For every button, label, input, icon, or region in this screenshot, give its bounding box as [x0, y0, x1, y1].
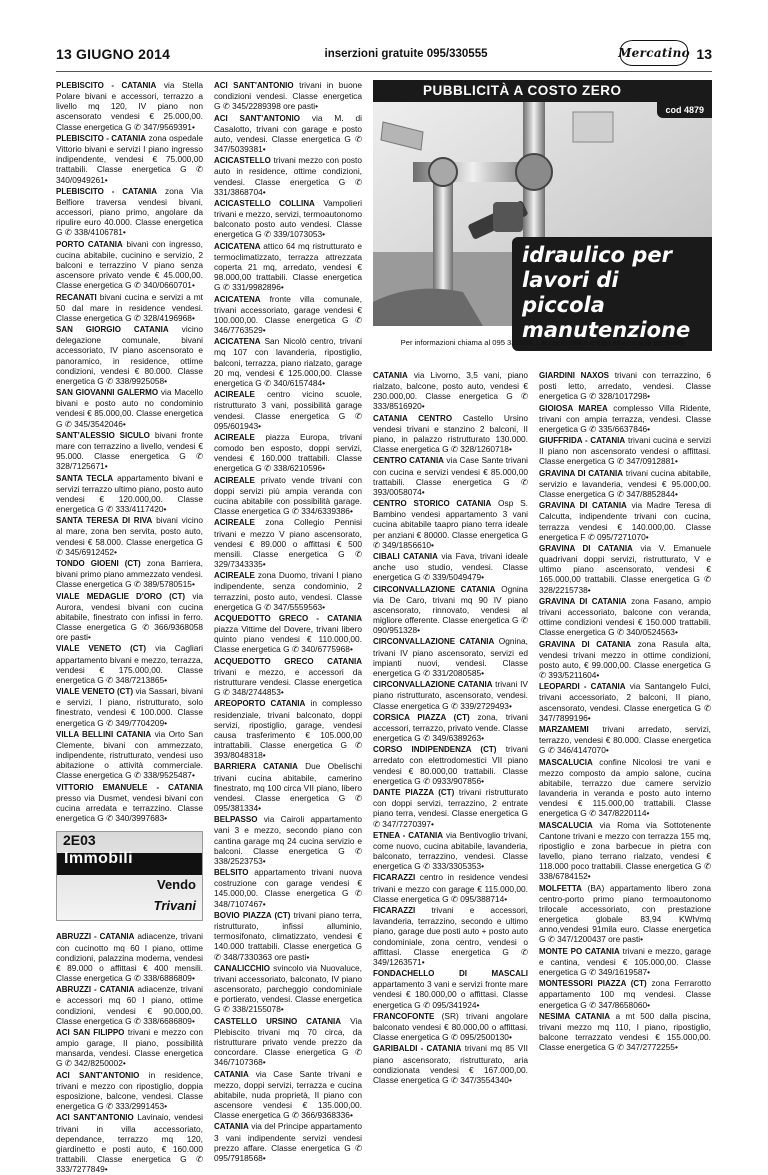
ad-text: Via Plebiscito trivani mq 70 circa, da ristrutturare privato vende prezzo da concordare. Classe energetica G ✆ 346/7107368• — [214, 1015, 362, 1068]
classified-ad — [214, 517, 362, 569]
ad-location: ACIREALE — [214, 432, 255, 442]
ad-location: CATANIA — [214, 1122, 249, 1132]
ad-location: ACICATENA — [214, 241, 261, 251]
classified-ad — [56, 133, 203, 185]
classified-ad — [539, 403, 711, 434]
ad-location: VIALE VENETO (CT) — [56, 644, 147, 654]
classified-ad — [56, 984, 203, 1026]
ad-text: Vampolieri trivani e mezzo, servizi, termoautonomo balconato posto auto vendesi. Classe energetica G ✆ 339/1073053• — [214, 198, 362, 240]
ad-text: via Fava, trivani ideale anche uso studio, vendesi. Classe energetica G ✆ 339/5049479• — [373, 551, 528, 583]
classified-ad — [539, 757, 711, 819]
classified-ad — [214, 1121, 362, 1163]
ad-location: GIUFFRIDA - CATANIA — [539, 436, 626, 446]
ad-text: complesso Villa Ridente, trivani con ampia terrazza, vendesi. Classe energetica G ✆ 335/6637846• — [539, 402, 711, 434]
classified-ad — [373, 1011, 528, 1042]
ad-location: CORSICA PIAZZA (CT) — [373, 712, 470, 722]
ad-location: VILLA BELLINI CATANIA — [56, 729, 152, 739]
ad-text: via Livorno, 3,5 vani, piano rialzato, balcone, posto auto, vendesi € 230.000,00. Classe energetica G ✆ 333/8516920• — [373, 370, 528, 412]
classified-ad — [56, 1112, 203, 1174]
classified-ad — [214, 613, 362, 655]
classified-ad — [214, 80, 362, 111]
ad-text: trivani arredato con elettrodomestici VII piano vendesi € 80.000,00 trattabili. Classe energetica G ✆ 0933/907856• — [373, 744, 528, 786]
ad-text: (BA) appartamento libero zona centro-porto primo piano termoautonomo trilocale accessoriato, con prestazione energetica globale 83,94 KWh/mq anno,vendesi 91mila euro. Classe energetica G ✆ 347/1200437 ore pasti• — [539, 882, 711, 945]
ad-text: via Case Sante trivani con cucina e servizi vendesi € 85.000,00 trattabili. Classe energetica G ✆ 393/0058074• — [373, 455, 528, 497]
classified-ad — [539, 1011, 711, 1053]
ad-location: GRAVINA DI CATANIA — [539, 639, 632, 649]
classified-ad — [373, 413, 528, 455]
classified-ad — [214, 656, 362, 698]
ad-location: SAN GIOVANNI GALERMO — [56, 388, 159, 398]
classified-ad — [373, 1043, 528, 1085]
classified-ad — [56, 80, 203, 132]
section-heading-immobili — [56, 831, 203, 921]
classified-ad — [373, 872, 528, 903]
ad-location: PLEBISCITO - CATANIA — [56, 81, 157, 90]
classified-ad — [214, 963, 362, 1015]
ad-location: MASCALUCIA — [539, 820, 593, 830]
section-code: 2E03 — [63, 832, 96, 849]
ad-location: SANTA TECLA — [56, 473, 114, 483]
ad-text: trivani e mezzo con ampio garage, II piano, possibilità mansarda, vendesi. Classe energetica G ✆ 342/8250002• — [56, 1026, 203, 1069]
ad-text: in complesso residenziale, trivani balconato, doppi servizi, ripostiglio, garage, vendesi causa trasferimento € 105.000,00 intrattabili. Classe energetica G ✆ 393/8048318• — [214, 698, 363, 761]
ad-location: ACI SANT'ANTONIO — [56, 1070, 140, 1080]
ad-location: CANALICCHIO — [214, 963, 270, 973]
page-title: inserzioni gratuite 095/330555 — [324, 48, 488, 60]
ad-location: CASTELLO URSINO CATANIA — [214, 1016, 341, 1026]
classified-ad — [214, 867, 362, 909]
ad-location: VIALE VENETO (CT) — [56, 687, 134, 697]
ad-text: via Cagliari appartamento bivani e mezzo, terrazza, vendesi € 175.000,00. Classe energetica G ✆ 348/7213865• — [56, 643, 203, 685]
ad-text: via Aurora, vendesi bivani con cucina abitabile, finestrato con infissi in ferro. Classe energetica G ✆ 366/9368058 ore pasti• — [56, 590, 203, 643]
ad-location: CATANIA — [214, 1069, 249, 1079]
classified-ad — [539, 370, 711, 401]
ad-location: CATANIA — [373, 371, 408, 380]
ad-text: via Madre Teresa di Calcutta, indipendente trivani con cucina, terrazza vendesi € 140.000,00. Classe energetica F ✆ 095/7271070• — [539, 500, 711, 542]
ad-location: ACI SAN FILIPPO — [56, 1027, 125, 1037]
ad-text: Ognina via De Caro, trivani mq 90 IV piano ascensorato, rinnovato, vendesi al migliore offerente. Classe energetica G ✆ 090/951328• — [373, 583, 528, 636]
ad-location: ACICASTELLO COLLINA — [214, 199, 315, 208]
classified-ad — [56, 430, 203, 472]
classified-ad — [373, 712, 528, 743]
classified-ad — [56, 1027, 203, 1069]
ad-location: ACICASTELLO — [214, 156, 271, 166]
classified-ad — [56, 686, 203, 728]
ad-text: (SR) trivani angolare balconato vendesi € 80.000,00 o affittasi. Classe energetica G ✆ 095/2500130• — [373, 1010, 528, 1043]
ad-location: CIBALI CATANIA — [373, 552, 438, 562]
classified-ad — [56, 591, 203, 643]
ad-text: zona Rasula alta, vendesi trivani mezzo in ottime condizioni, posto auto, € 99.000,00. Classe energetica G ✆ 393/5211604• — [539, 638, 711, 681]
ad-location: NESIMA CATANIA — [539, 1011, 610, 1021]
ad-text: trivani ristrutturato con doppi servizi, terrazzino, 2 entrate piano terra, vendesi. Classe energetica G ✆ 347/7270397• — [373, 787, 528, 829]
ad-location: AREOPORTO CATANIA — [214, 699, 306, 709]
classified-ad — [214, 294, 362, 336]
classified-ad — [214, 910, 362, 962]
ad-text: bivani cucina e servizi a mt 50 dal mare in residence vendesi. Classe energetica G ✆ 328/4196968• — [56, 291, 203, 323]
classified-ad — [56, 515, 203, 557]
ad-text: via Sassari, bivani e servizi, I piano, ristrutturato, solo finestrato, vendesi € 100.000. Classe energetica G ✆ 349/7704209• — [56, 686, 203, 728]
classified-ad — [373, 679, 528, 710]
section-subcategory: Trivani — [153, 898, 196, 914]
classified-ad — [56, 1070, 203, 1112]
classified-ad — [214, 475, 362, 517]
ad-location: FICARAZZI — [373, 873, 416, 883]
promo-banner-text: PUBBLICITÀ A COSTO ZERO — [423, 83, 622, 98]
ad-location: GRAVINA DI CATANIA — [539, 596, 627, 606]
classified-ad — [539, 500, 711, 542]
ad-text: zona Fasano, ampio trivani accessoriato, balcone con veranda, ottime condizioni vendesi € 150.000 trattabili. Classe energetica G ✆ 340/0524563• — [539, 595, 711, 638]
classified-ad — [214, 389, 362, 431]
ad-text: piazza Vittime del Dovere, trivani libero quinto piano vendesi € 110.000,00. Classe energetica G ✆ 340/6775968• — [214, 624, 362, 655]
ad-text: via V. Emanuele quadrivani doppi servizi, ristrutturato, V e ultimo piano ascensorato, vendesi € 165.000,00 trattabili. Classe energetica G ✆ 328/2215738• — [539, 542, 711, 595]
ad-location: VIALE MEDAGLIE D'ORO (CT) — [56, 591, 186, 601]
ad-text: zona Ferrarotto appartamento 100 mq vendesi. Classe energetica G ✆ 347/8658060• — [539, 978, 711, 1010]
classified-ad — [214, 113, 362, 155]
ad-location: ABRUZZI - CATANIA — [56, 932, 135, 942]
classified-ad — [373, 498, 528, 550]
classified-ad — [56, 239, 203, 291]
ad-text: via Santangelo Fulci, trivani accessoriato, 2 balconi, II piano, ascensorato, vendesi. Classe energetica G ✆ 347/7899196• — [539, 681, 711, 723]
classified-ad — [56, 324, 203, 386]
classified-column-2 — [214, 80, 362, 1164]
ad-location: FRANCOFONTE — [373, 1011, 435, 1021]
ad-location: DANTE PIAZZA (CT) — [373, 788, 455, 798]
promo-banner — [373, 80, 712, 102]
ad-location: ACIREALE — [214, 518, 255, 528]
ad-location: SANT'ALESSIO SICULO — [56, 430, 150, 440]
classified-ad — [214, 698, 362, 760]
ad-text: trivani mezzo con posto auto in residence, ottime condizioni, vendesi. Classe energetica G ✆ 331/3868704• — [214, 155, 362, 197]
classified-ad — [539, 543, 711, 595]
ad-location: BARRIERA CATANIA — [214, 762, 298, 772]
ad-location: VITTORIO EMANUELE - CATANIA — [56, 782, 203, 792]
ad-text: trivani in buone condizioni vendesi. Classe energetica G ✆ 345/2289398 ore pasti• — [214, 80, 362, 112]
classified-ad — [373, 968, 528, 1010]
ad-text: trivani IV piano ristrutturato, ascensorato, vendesi. Classe energetica G ✆ 339/2729493• — [373, 679, 528, 711]
ad-text: Due Obelischi trivani cucina abitabile, camerino finestrato, mq 100 circa VII piano, libero vendesi. Classe energetica G ✆ 095/381334• — [214, 761, 362, 814]
classified-ad — [373, 744, 528, 786]
classified-ad — [214, 155, 362, 197]
advertisement-box — [373, 80, 712, 366]
classified-column-3 — [373, 370, 528, 1086]
classified-ad — [373, 905, 528, 967]
ad-text: trivani e mezzo, e accessori da ristrutturare vendesi. Classe energetica G ✆ 348/2744853• — [214, 666, 362, 698]
ad-text: appartamento trivani nuova costruzione con garage vendesi € 145.000,00. Classe energetica G ✆ 348/7107467• — [214, 867, 362, 909]
ad-location: SANTA TERESA DI RIVA — [56, 516, 153, 526]
ad-location: CORSO INDIPENDENZA (CT) — [373, 745, 497, 755]
classified-ad — [214, 1069, 362, 1121]
ad-location: FONDACHELLO DI MASCALI — [373, 969, 528, 979]
ad-text: presso via Dusmet, vendesi bivani con cucina arredata e terrazzino. Classe energetica G ✆ 340/3997683• — [56, 792, 203, 824]
classified-ad — [56, 729, 203, 781]
ad-location: ACIREALE — [214, 475, 255, 485]
classified-ad — [373, 551, 528, 582]
ad-location: GRAVINA DI CATANIA — [539, 468, 624, 478]
page-number: 13 — [696, 46, 712, 62]
page-header — [56, 38, 712, 68]
ad-location: CENTRO STORICO CATANIA — [373, 499, 492, 509]
classified-ad — [539, 946, 711, 977]
ad-text: bivani fronte mare con terrazzino a livello, vendesi € 95.000. Classe energetica G ✆ 328/7125671• — [56, 429, 203, 472]
classified-ad — [56, 473, 203, 515]
classified-ad — [539, 596, 711, 638]
ad-location: PLEBISCITO - CATANIA — [56, 186, 158, 196]
ad-text: appartamento 3 vani e servizi fronte mare vendesi € 180.000,00 o affittasi. Classe energetica G ✆ 095/341924• — [373, 979, 528, 1010]
classified-ad — [56, 782, 203, 824]
ad-text: trivani e accessori, lavanderia, terrazzino, secondo e ultimo piano, garage due posti auto + posto auto condominiale, zona centro, vendesi o affittasi. Classe energetica G ✆ 349/1263571• — [373, 905, 528, 967]
ad-location: CENTRO CATANIA — [373, 456, 444, 466]
classified-ad — [373, 455, 528, 497]
ad-text: appartamento bivani e servizi terrazzo ultimo piano, posto auto vendesi € 120.000,00. Classe energetica G ✆ 333/4117420• — [56, 472, 204, 514]
ad-text: zona Barriera, bivani primo piano ammezzato vendesi. Classe energetica G ✆ 389/5780515• — [56, 557, 204, 590]
ad-location: BOVIO PIAZZA (CT) — [214, 910, 291, 920]
ad-location: ACQUEDOTTO GRECO - CATANIA — [214, 613, 362, 623]
issue-date: 13 GIUGNO 2014 — [56, 46, 171, 62]
ad-location: GIOIOSA MAREA — [539, 403, 608, 413]
ad-location: ACQUEDOTTO GRECO CATANIA — [214, 656, 362, 666]
ad-text: trivani cucina e servizi II piano non ascensorato vendesi o affittasi. Classe energetica G ✆ 347/0912881• — [539, 435, 712, 467]
ad-text: trivani con terrazzino, 6 posti letto, arredato, vendesi. Classe energetica G ✆ 328/1017298• — [539, 370, 712, 402]
ad-text: via Orto San Clemente, bivani con ammezzato, indipendente, ristrutturato, vendesi uso abitazione o attività commerciale. Classe energetica G ✆ 338/9525487• — [56, 728, 203, 781]
ad-text: via M. di Casalotto, trivani con garage e posto auto, vendesi. Classe energetica G ✆ 347/5039381• — [214, 112, 362, 155]
ad-location: PLEBISCITO - CATANIA — [56, 133, 147, 143]
ad-text: adiacenze, trivani con cucinotto mq 60 I piano, ottime condizioni, palazzina moderna, vendesi € 89.000 o affittasi € 400 mensili. Classe energetica G ✆ 338/6886809• — [56, 931, 203, 983]
ad-text: San Nicolò centro, trivani mq 107 con lavanderia, ripostiglio, balconi, terrazza, piano rialzato, garage 20 mq, vendesi € 125.000,00. Classe energetica G ✆ 340/6157484• — [214, 336, 362, 388]
ad-text: bivani con ingresso, cucina abitabile, cucinino e servizio, 2 balconi e terrazzino V piano senza ascensore privato vende € 45.000,00. Classe energetica G ✆ 340/0660701• — [56, 238, 203, 291]
classified-ad — [373, 370, 528, 412]
classified-ad — [214, 336, 362, 388]
ad-text: via Roma via Sottotenente Cantone trivani e mezzo con terrazza 155 mq, ripostiglio e zona barbecue in pietra con lavello, piano terrano rialzato, vendesi € 118.000 poco trattabili. Classe energetica G ✆ 338/6784152• — [539, 819, 711, 882]
ad-text: via Cairoli appartamento vani 3 e mezzo, secondo piano con cantina garage mq 24 cucina servizio e balconi. Classe energetica G ✆ 338/2523753• — [214, 814, 362, 866]
ad-text: via Stella Polare bivani e accessori, terrazzo a livello mq 120, IV piano non ascensorato vendesi € 25.000,00. Classe energetica G ✆ 347/9569391• — [56, 80, 203, 132]
ad-code-badge: cod 4879 — [657, 102, 712, 118]
ad-location: GRAVINA DI CATANIA — [539, 543, 633, 553]
ad-location: GARIBALDI - CATANIA — [373, 1044, 462, 1054]
ad-location: CIRCONVALLAZIONE CATANIA — [373, 637, 495, 647]
ad-text: attico 64 mq ristrutturato e termoclimatizzato, terrazza attrezzata coperta 21 mq, arredato, vendesi € 98.000,00 trattabili. Classe energetica G ✆ 331/9982896• — [214, 240, 362, 293]
classified-ad — [56, 931, 203, 983]
ad-text: Ognina, trivani IV piano ascensorato, servizi ed impianti nuovi, vendesi. Classe energetica G ✆ 331/2080585• — [373, 636, 528, 678]
classified-ad — [539, 468, 711, 499]
classified-ad — [373, 584, 528, 636]
ad-location: ETNEA - CATANIA — [373, 830, 444, 840]
section-name: Immobili — [64, 850, 133, 868]
ad-text: trivani arredato, servizi, terrazzo, vendesi € 80.000. Classe energetica G ✆ 346/4147070• — [539, 724, 712, 756]
ad-text: via Macello bivani e posto auto no condominio vendesi € 85.000,00. Classe energetica G ✆ 345/3542046• — [56, 387, 203, 429]
header-divider — [56, 71, 712, 72]
ad-text: trivani mq 85 VII piano ascensorato, ristrutturato, aria condizionata vendesi € 167.000,00. Classe energetica G ✆ 347/3554340• — [373, 1043, 528, 1085]
classified-ad — [373, 830, 528, 872]
ad-text: Castello Ursino vendesi trivani e stanzino 2 balconi, II piano, in palazzo ristrutturato 130.000. Classe energetica G ✆ 328/1260718• — [373, 412, 529, 455]
ad-location: ACI SANT'ANTONIO — [56, 1113, 134, 1123]
ad-location: MASCALUCIA — [539, 757, 593, 767]
ad-location: SAN GIORGIO CATANIA — [56, 325, 169, 335]
ad-text: svincolo via Nuovaluce, trivani accessoriato, balconato, IV piano ascensorato, parcheggio condominiale e portierato, vendesi. Classe energetica G ✆ 338/2155078• — [214, 962, 362, 1015]
ad-text: zona Via Belfiore traversa vendesi bivani, accessori, piano primo, angolare da ripulire euro 40.000. Classe energetica G ✆ 338/4106781• — [56, 185, 203, 238]
ad-text: trivani piano terra, ristrutturato, infissi alluminio, termosifonato, climatizzato, vendesi € 140.000 trattabili. Classe energetica G ✆ 348/7330363 ore pasti• — [214, 909, 362, 962]
ad-text: a mt 500 dalla piscina, trivani mezzo mq 110, I piano, ripostiglio, balcone terrazzato vendesi € 155.000,00. Classe energetica G ✆ 347/2772255• — [539, 1010, 711, 1053]
ad-text: fronte villa comunale, trivani accessoriato, garage vendesi € 100.000,00. Classe energetica G ✆ 346/7763529• — [214, 293, 362, 336]
classified-ad — [373, 636, 528, 678]
ad-text: via Bentivoglio trivani, come nuovo, cucina abitabile, lavanderia, balconato, terrazzino, vendesi. Classe energetica G ✆ 333/3305353• — [373, 829, 528, 872]
classified-ad — [539, 681, 711, 723]
ad-location: CIRCONVALLAZIONE CATANIA — [373, 680, 493, 690]
classified-ad — [214, 241, 362, 293]
ad-location: RECANATI — [56, 292, 97, 302]
ad-location: CATANIA CENTRO — [373, 413, 453, 423]
ad-text: privato vende trivani con doppi servizi più ampia veranda con cucina abitabile con possibilità garage. Classe energetica G ✆ 334/6339386• — [214, 474, 362, 517]
ad-text: zona, trivani accessori, terrazzo, privato vende. Classe energetica G ✆ 349/6389263• — [373, 711, 528, 744]
ad-text: in residence, trivani e mezzo con ripostiglio, doppia esposizione, balcone, vendesi. Classe energetica G ✆ 333/2991453• — [56, 1069, 204, 1112]
ad-headline — [512, 237, 712, 351]
classified-ad — [214, 198, 362, 240]
ad-location: ACICATENA — [214, 294, 261, 304]
ad-location: FICARAZZI — [373, 906, 416, 916]
ad-text: vicino delegazione comunale, bivani accessoriato, IV piano ascensorato e panoramico, in residence, ottime condizioni, vendesi € 80.000. Classe energetica G ✆ 338/9925058• — [56, 324, 203, 386]
ad-text: zona ospedale Vittorio bivani e servizi I piano ingresso indipendente, vendesi € 75.000,00 trattabili. Classe energetica G ✆ 340/0949261• — [56, 132, 204, 185]
ad-text: trivani cucina abitabile, servizio e lavanderia, vendesi € 95.000,00. Classe energetica G ✆ 347/8852844• — [539, 467, 711, 499]
section-band — [57, 850, 202, 875]
ad-text: piazza Europa, trivani comodo ben esposto, doppi servizi, vendesi € 160.000 trattabili. Classe energetica G ✆ 338/6210596• — [214, 431, 362, 474]
ad-text: Lavinaio, vendesi trivani in villa accessoriato, dependance, terrazzo mq 120, giardinetto e posti auto, € 160.000 trattabili. Classe energetica G ✆ 333/7277849• — [56, 1112, 203, 1175]
ad-text: Osp S. Bambino vendesi appartamento 3 vani cucina abitabile taapro piano terra ideale per anziani € 80000. Classe energetica G ✆ 349/1856610• — [373, 498, 528, 550]
classified-ad — [539, 639, 711, 681]
ad-location: GIARDINI NAXOS — [539, 371, 610, 380]
classified-ad — [214, 814, 362, 866]
section-action: Vendo — [156, 877, 196, 893]
ad-text: trivani e mezzo, garage e cantina, vendesi € 105.000,00. Classe energetica G ✆ 349/1619587• — [539, 945, 711, 977]
classified-ad — [539, 820, 711, 882]
ad-location: ABRUZZI - CATANIA — [56, 985, 135, 995]
ad-location: MONTE PO CATANIA — [539, 946, 620, 956]
classified-ad — [373, 787, 528, 829]
classified-column-1 — [56, 80, 203, 1175]
ad-headline-line-2: piccola manutenzione — [522, 293, 691, 342]
ad-location: ACIREALE — [214, 390, 255, 400]
classified-ad — [539, 724, 711, 755]
ad-headline-line-1: idraulico per lavori di — [522, 243, 672, 292]
ad-location: TONDO GIOENI (CT) — [56, 558, 141, 568]
classified-ad — [214, 570, 362, 612]
classified-ad — [214, 761, 362, 813]
ad-location: GRAVINA DI CATANIA — [539, 501, 627, 511]
ad-location: MONTESSORI PIAZZA (CT) — [539, 979, 647, 989]
ad-text: bivani vicino al mare, zona ben servita, posto auto, vendesi € 58.000. Classe energetica G ✆ 345/6912452• — [56, 515, 203, 557]
ad-location: MOLFETTA — [539, 883, 582, 893]
ad-location: ACIREALE — [214, 571, 255, 581]
classified-ad — [56, 292, 203, 323]
ad-location: BELPASSO — [214, 815, 258, 825]
ad-text: confine Nicolosi tre vani e mezzo composto da ampio salone, cucina abitabile, terrazzo due camere servizio lavanderia in veranda e posto auto interno vendesi € 115.000,00 trattabili. Classe energetica G ✆ 347/8220114• — [539, 756, 711, 819]
ad-text: centro vicino scuole, ristrutturato 3 vani, possibilità garage vendesi. Classe energetica G ✆ 095/601943• — [214, 389, 362, 431]
classified-ad — [56, 387, 203, 429]
classified-ad — [214, 432, 362, 474]
classified-ad — [214, 1016, 362, 1068]
classified-ad — [56, 558, 203, 589]
ad-location: LEOPARDI - CATANIA — [539, 682, 626, 692]
ad-location: CIRCONVALLAZIONE CATANIA — [373, 584, 496, 594]
classified-ad — [539, 435, 711, 466]
ad-contact-note: Per informazioni chiama al 095 330555. Lascia il codice e dai i tuoi recapiti personali — [400, 338, 685, 347]
ad-text: centro in residence vendesi trivani e mezzo con garage € 115.000,00. Classe energetica G ✆ 095/388714• — [373, 872, 528, 904]
ad-location: MARZAMEMI — [539, 725, 589, 734]
classified-ad — [56, 186, 203, 238]
ad-text: zona Collegio Pennisi trivani e mezzo V piano ascensorato, vendesi € 89.000 o affittasi € 500 mensili. Classe energetica G ✆ 329/7343335• — [214, 517, 362, 569]
ad-location: ACICATENA — [214, 337, 261, 347]
classified-ad — [539, 883, 711, 945]
classified-ad — [539, 978, 711, 1009]
ad-location: ACI SANT'ANTONIO — [214, 113, 300, 123]
classified-column-4 — [539, 370, 711, 1054]
ad-text: zona Duomo, trivani I piano indipendente, senza condominio, 2 terrazzini, posto auto, vendesi. Classe energetica G ✆ 347/5559563• — [214, 570, 362, 612]
ad-text: via del Principe appartamento 3 vani indipendente servizi vendesi prezzo affare. Classe energetica G ✆ 095/7918568• — [214, 1121, 362, 1163]
ad-text: via Case Sante trivani e mezzo, doppi servizi, terrazza e cucina abitabile, nuda proprietà, II piano con ascensore vendesi € 135.000,00. Classe energetica G ✆ 366/9368336• — [214, 1068, 362, 1121]
classified-ad — [56, 643, 203, 685]
ad-location: PORTO CATANIA — [56, 239, 123, 249]
ad-location: BELSITO — [214, 868, 249, 878]
ad-location: ACI SANT'ANTONIO — [214, 81, 294, 90]
ad-text: adiacenze, trivani e accessori mq 60 I piano, ottime condizioni, vendesi € 90.000,00. Classe energetica G ✆ 338/6686809• — [56, 984, 203, 1026]
mercatino-logo: Mercatino — [620, 40, 688, 66]
